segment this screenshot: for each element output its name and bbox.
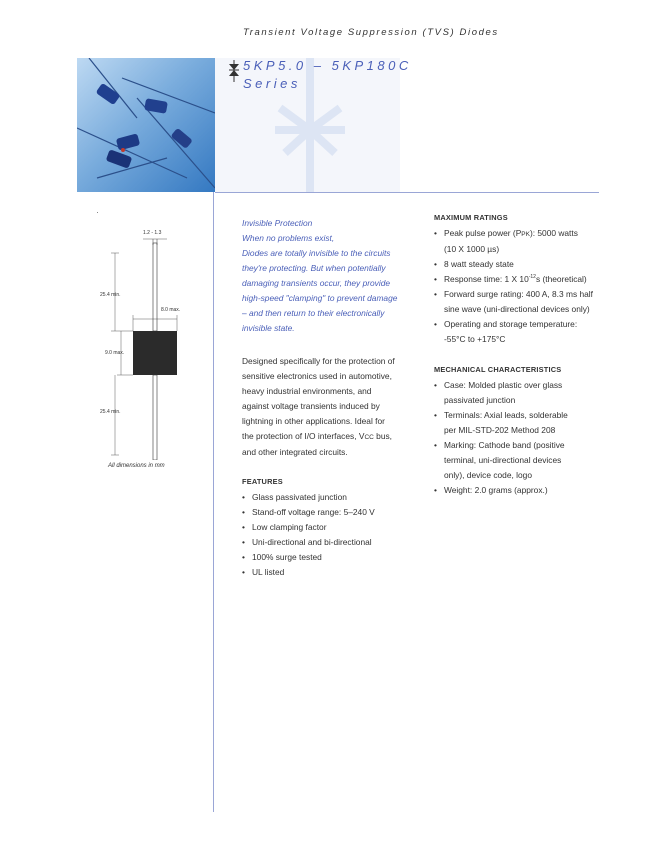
vcc-subscript: CC <box>364 434 374 441</box>
description-line: Designed specifically for the protection of <box>242 356 395 366</box>
feature-item: • UL listed <box>242 565 417 580</box>
mechanical-list <box>434 378 609 498</box>
document-header-title: Transient Voltage Suppression (TVS) Diodes <box>243 27 499 38</box>
bottom-lead-length-dim: 25.4 min. <box>100 409 121 415</box>
description-line: heavy industrial environments, and <box>242 386 372 396</box>
series-title <box>243 57 412 93</box>
product-description <box>242 354 414 460</box>
tvs-diode-icon <box>228 60 240 87</box>
rating-steady-state: • 8 watt steady state <box>434 257 609 272</box>
tagline-line: they're protecting. But when potentially <box>242 263 386 273</box>
diode-photo-image <box>77 58 215 192</box>
horizontal-divider <box>215 192 599 193</box>
body-diameter-dim: 9.0 max. <box>105 350 125 356</box>
tagline-heading: Invisible Protection <box>242 218 313 228</box>
ppk-subscript: PK <box>521 231 530 238</box>
mechanical-heading: MECHANICAL CHARACTERISTICS <box>434 365 562 374</box>
ratings-list <box>434 226 609 347</box>
tagline-line: Diodes are totally invisible to the circuits <box>242 248 391 258</box>
description-line: against voltage transients induced by <box>242 401 380 411</box>
features-list <box>242 490 417 580</box>
mech-marking: • Marking: Cathode band (positive terminal, uni-directional devices only), device code, logo <box>434 438 609 483</box>
mechanical-characteristics-section <box>434 365 609 498</box>
feature-item: • Glass passivated junction <box>242 490 417 505</box>
series-label: Series <box>243 76 301 91</box>
lead-diameter-dim: 1.2 - 1.3 <box>143 230 162 236</box>
tagline-line: high-speed "clamping" to prevent damage <box>242 293 398 303</box>
series-part-range: 5KP5.0 – 5KP180C <box>243 58 412 73</box>
dimensions-note: All dimensions in mm <box>108 463 165 469</box>
features-heading: FEATURES <box>242 477 283 486</box>
tagline-line: – and then return to their electronically <box>242 308 385 318</box>
decorative-dot <box>97 212 98 213</box>
rating-response-time: • Response time: 1 X $10^{-12}s$ (theoretical) <box>434 272 609 287</box>
feature-item: • Uni-directional and bi-directional <box>242 535 417 550</box>
package-dimension-drawing <box>95 225 205 460</box>
description-line: the protection of I/O interfaces, VCC bus, <box>242 431 392 441</box>
vertical-divider <box>213 192 214 812</box>
tagline-line: When no problems exist, <box>242 233 335 243</box>
rating-forward-surge: • Forward surge rating: 400 A, 8.3 ms half sine wave (uni-directional devices only) <box>434 287 609 317</box>
mech-terminals: • Terminals: Axial leads, solderable per MIL-STD-202 Method 208 <box>434 408 609 438</box>
description-line: and other integrated circuits. <box>242 447 348 457</box>
description-line: lightning in other applications. Ideal for <box>242 416 385 426</box>
description-line: sensitive electronics used in automotive, <box>242 371 392 381</box>
exponent: -12 <box>528 274 536 281</box>
feature-item: • 100% surge tested <box>242 550 417 565</box>
top-lead-length-dim: 25.4 min. <box>100 292 121 298</box>
tagline-line: invisible state. <box>242 323 295 333</box>
invisible-protection-block <box>242 216 412 336</box>
maximum-ratings-section <box>434 213 609 347</box>
mech-weight: • Weight: 2.0 grams (approx.) <box>434 483 609 498</box>
feature-item: • Stand-off voltage range: 5–240 V <box>242 505 417 520</box>
rating-peak-power: • Peak pulse power (PPK): 5000 watts (10 X 1000 µs) <box>434 226 609 257</box>
body-length-dim: 8.0 max. <box>161 307 181 313</box>
features-section <box>242 477 417 580</box>
mech-case: • Case: Molded plastic over glass passivated junction <box>434 378 609 408</box>
feature-item: • Low clamping factor <box>242 520 417 535</box>
dimension-drawing-svg <box>95 225 205 460</box>
product-photo <box>77 58 215 192</box>
rating-temperature: • Operating and storage temperature: -55°C to +175°C <box>434 317 609 347</box>
ratings-heading: MAXIMUM RATINGS <box>434 213 508 222</box>
tagline-line: damaging transients occur, they provide <box>242 278 391 288</box>
